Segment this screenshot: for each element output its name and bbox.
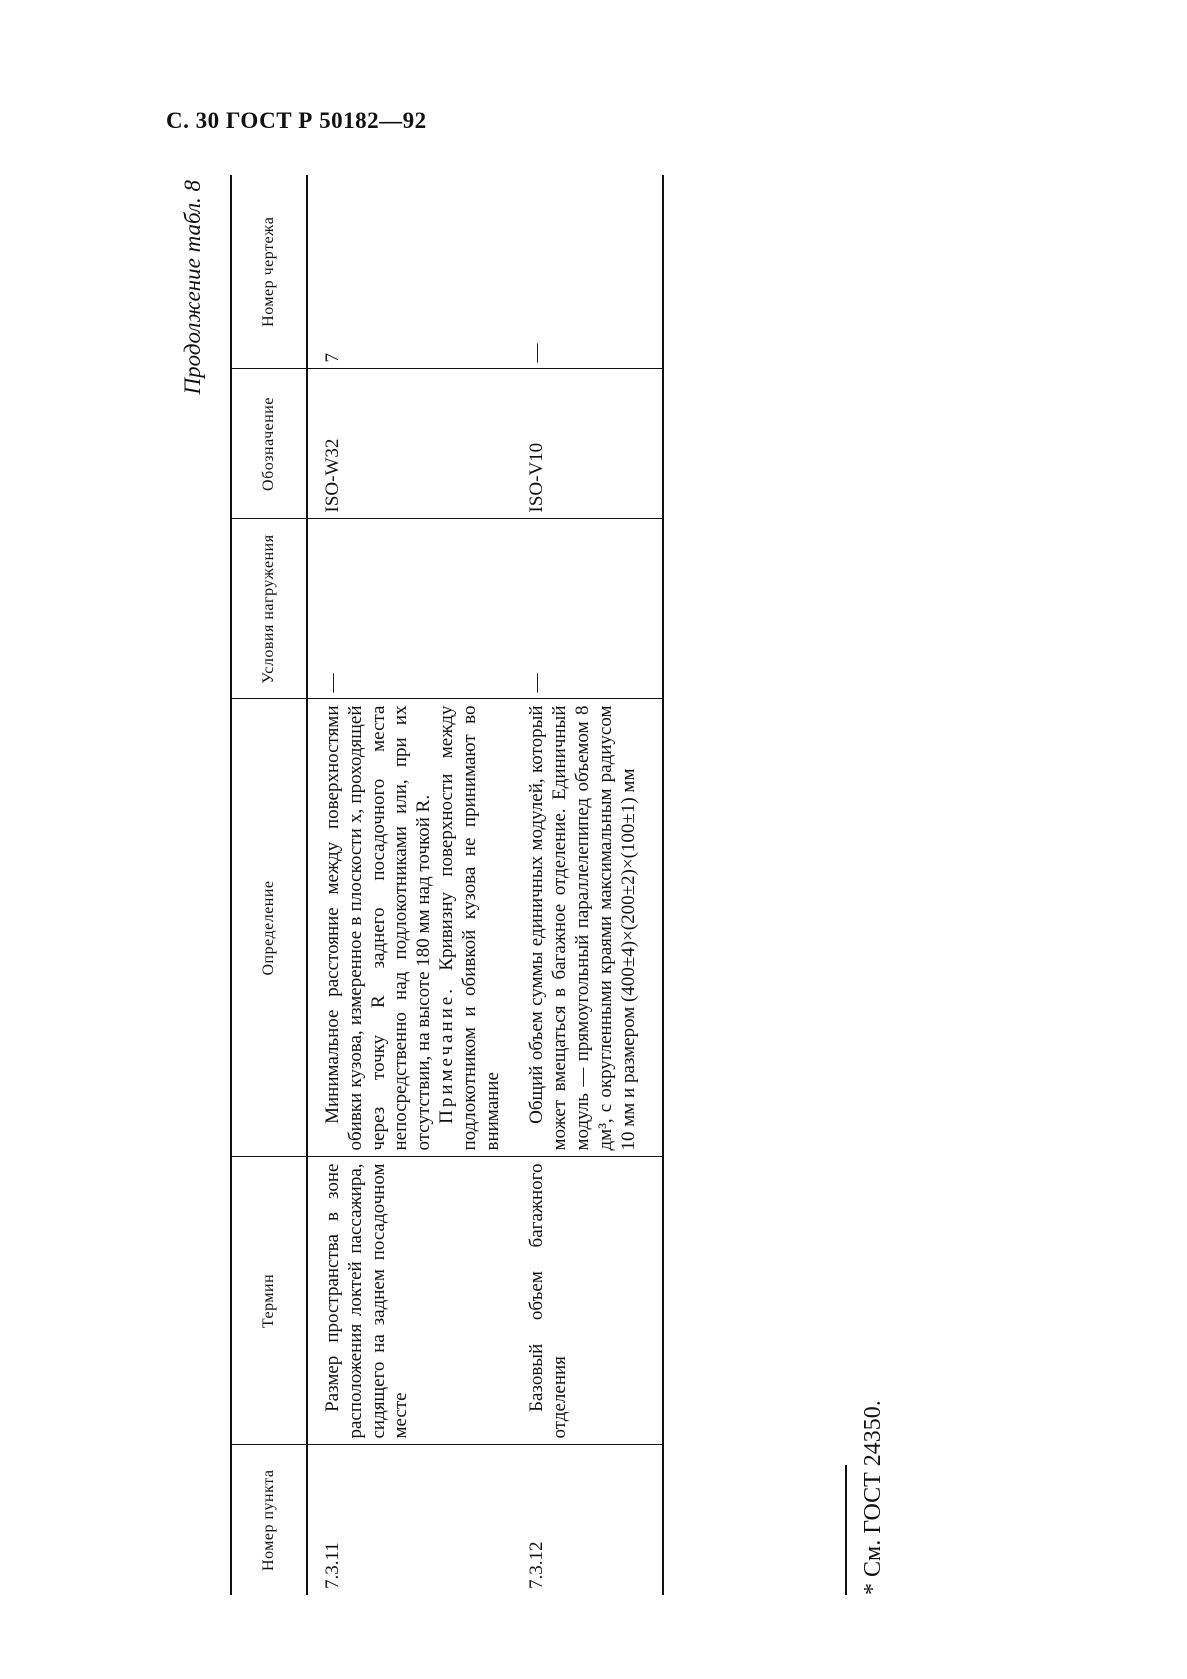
row-term [307,1157,512,1445]
col-header-definition: Определение [231,699,307,1157]
row-term-text: Базовый объем багажного отделения [526,1163,571,1439]
col-header-loading: Условия нагружения [231,519,307,699]
row-loading: — [307,519,512,699]
footnote-divider [845,1465,847,1595]
note-label: Примечание. [435,986,457,1124]
col-header-number: Номер пункта [231,1445,307,1595]
row-definition [512,699,663,1157]
table-caption: Продолжение табл. 8 [180,180,205,395]
row-number: 7.3.11 [322,1542,343,1589]
col-header-term: Термин [231,1157,307,1445]
col-header-drawing: Номер чертежа [231,175,307,369]
row-designation: ISO-V10 [512,369,663,519]
row-drawing: — [512,175,663,369]
table-header-row [231,175,307,1595]
row-note [436,706,504,1151]
terms-table [230,175,664,1595]
row-definition-text: Минимальное расстояние между поверхностями обивки кузова, измеренное в плоскости x, проходящей через точку R заднего посадочного места непосредственно над подлокотниками или, при их отсутствии, на высоте 180 мм над точкой R. [322,705,435,1151]
rotated-table-block [170,155,930,1595]
page-header: С. 30 ГОСТ Р 50182—92 [166,108,427,133]
row-definition [307,699,512,1157]
row-number: 7.3.12 [512,1445,663,1595]
footnote: * См. ГОСТ 24350. [860,1400,886,1595]
col-header-designation: Обозначение [231,369,307,519]
row-designation: ISO-W32 [307,369,512,519]
row-drawing: 7 [307,175,512,369]
table-row [307,175,512,1595]
row-term [512,1157,663,1445]
row-definition-text: Общий объем суммы единичных модулей, который может вмещаться в багажное отделение. Единичный модуль — прямоугольный параллелепипед объемом 8 дм³, с округленными краями максимальным радиусом 10 мм и размером (400±4)×(200±2)×(100±1) мм [526,705,639,1151]
row-loading: — [512,519,663,699]
note-text: Кривизну поверхности между подлокотником и обивкой кузова не принимают во внимание [435,705,503,1151]
table-row [512,175,663,1595]
row-term-text: Размер пространства в зоне расположения локтей пассажира, сидящего на заднем посадочном месте [322,1163,412,1439]
